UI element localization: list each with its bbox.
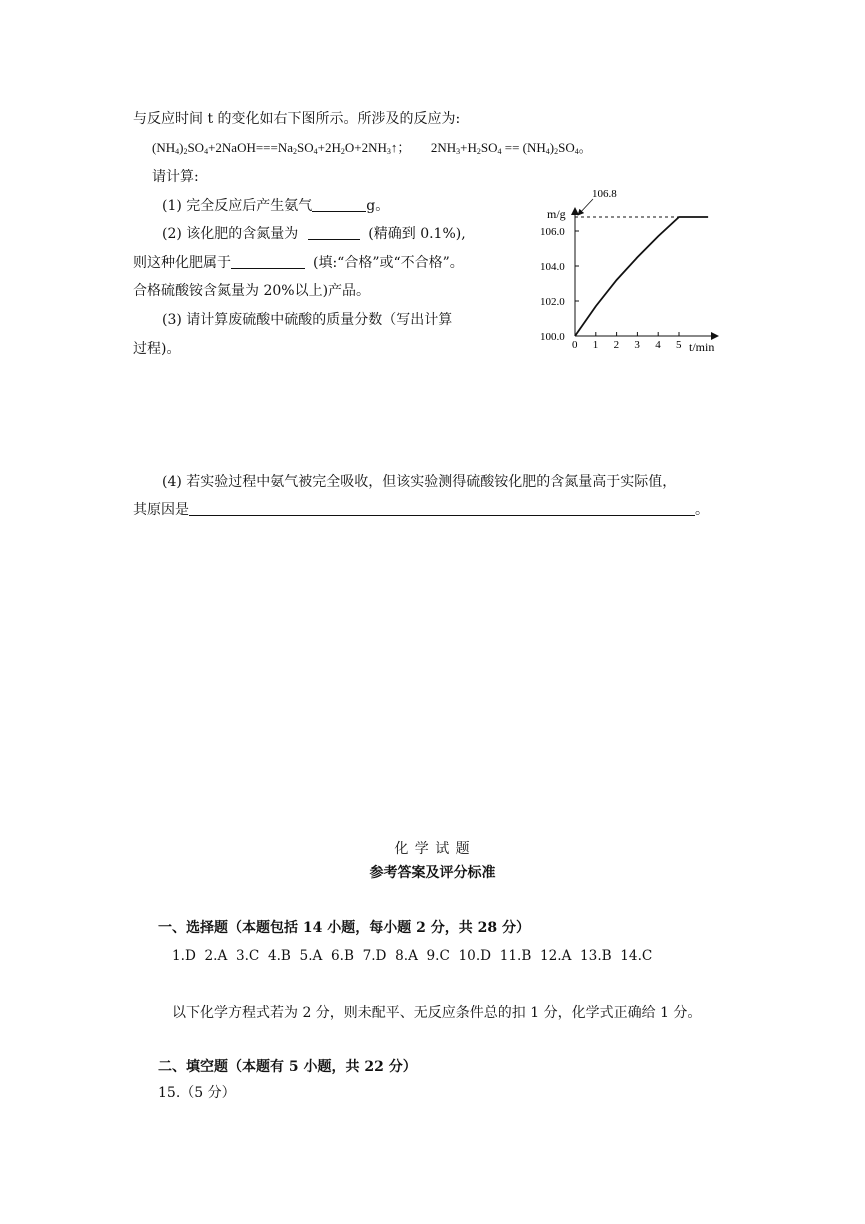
q1-line: (1) 完全反应后产生氨气 g。 (162, 198, 390, 214)
q3-line2: 过程)。 (133, 341, 181, 357)
q1-answer-blank[interactable] (312, 197, 366, 212)
answers-title: 化 学 试 题 (394, 841, 471, 857)
section1-heading: 一、选择题（本题包括 14 小题，每小题 2 分，共 28 分） (158, 920, 530, 936)
q2-answer-blank[interactable] (308, 225, 360, 240)
q15-label: 15.（5 分） (158, 1085, 236, 1101)
y-axis-label: m/g (547, 207, 566, 221)
section2-heading: 二、填空题（本题有 5 小题，共 22 分） (158, 1059, 417, 1075)
q2-line: (2) 该化肥的含氮量为 (精确到 0.1%), (162, 226, 466, 242)
x-tick-label: 3 (634, 339, 640, 351)
x-tick-label: 4 (655, 339, 661, 351)
reaction-equations: $(NH_4)_2SO_4+2NaOH===Na_2SO_4+2H_2O+2NH_3↑$； $2NH_3+H_2SO_4 == (NH_4)_2SO_4$。 (152, 140, 592, 156)
q4-line2: 其原因是 。 (133, 502, 709, 518)
q4-line1: (4) 若实验过程中氨气被完全吸收，但该实验测得硫酸铵化肥的含氮量高于实际值， (162, 474, 677, 490)
q4-answer-blank[interactable] (189, 501, 695, 516)
annotation-label: 106.8 (592, 188, 617, 200)
y-tick-label: 102.0 (540, 296, 565, 308)
series-line (575, 217, 708, 336)
scoring-note: 以下化学方程式若为 2 分，则未配平、无反应条件总的扣 1 分，化学式正确给 1 分。 (172, 1005, 702, 1021)
x-tick-label: 2 (613, 339, 620, 351)
annotation-leader (578, 199, 593, 215)
mass-time-chart (530, 188, 730, 358)
x-axis-label: t/min (689, 340, 715, 354)
y-tick-label: 106.0 (540, 226, 565, 238)
q2-line2: 则这种化肥属于 (填:“合格”或“不合格”。 (133, 255, 464, 271)
q2-quality-blank[interactable] (231, 254, 305, 269)
x-tick-label: 1 (592, 339, 599, 351)
q3-line1: (3) 请计算废硫酸中硫酸的质量分数（写出计算 (162, 312, 453, 328)
q2-line3: 合格硫酸铵含氮量为 20%以上)产品。 (133, 283, 371, 299)
calc-prompt: 请计算: (152, 169, 199, 185)
y-tick-label: 100.0 (540, 331, 565, 343)
x-tick-label: 0 (572, 339, 578, 351)
intro-text: 与反应时间 t 的变化如右下图所示。所涉及的反应为: (133, 111, 461, 127)
y-tick-label: 104.0 (540, 261, 565, 273)
answers-subtitle: 参考答案及评分标准 (369, 865, 496, 881)
x-tick-label: 5 (676, 339, 682, 351)
section1-answers: 1.D 2.A 3.C 4.B 5.A 6.B 7.D 8.A 9.C 10.D 11.B 12.A 13.B 14.C (172, 948, 653, 964)
